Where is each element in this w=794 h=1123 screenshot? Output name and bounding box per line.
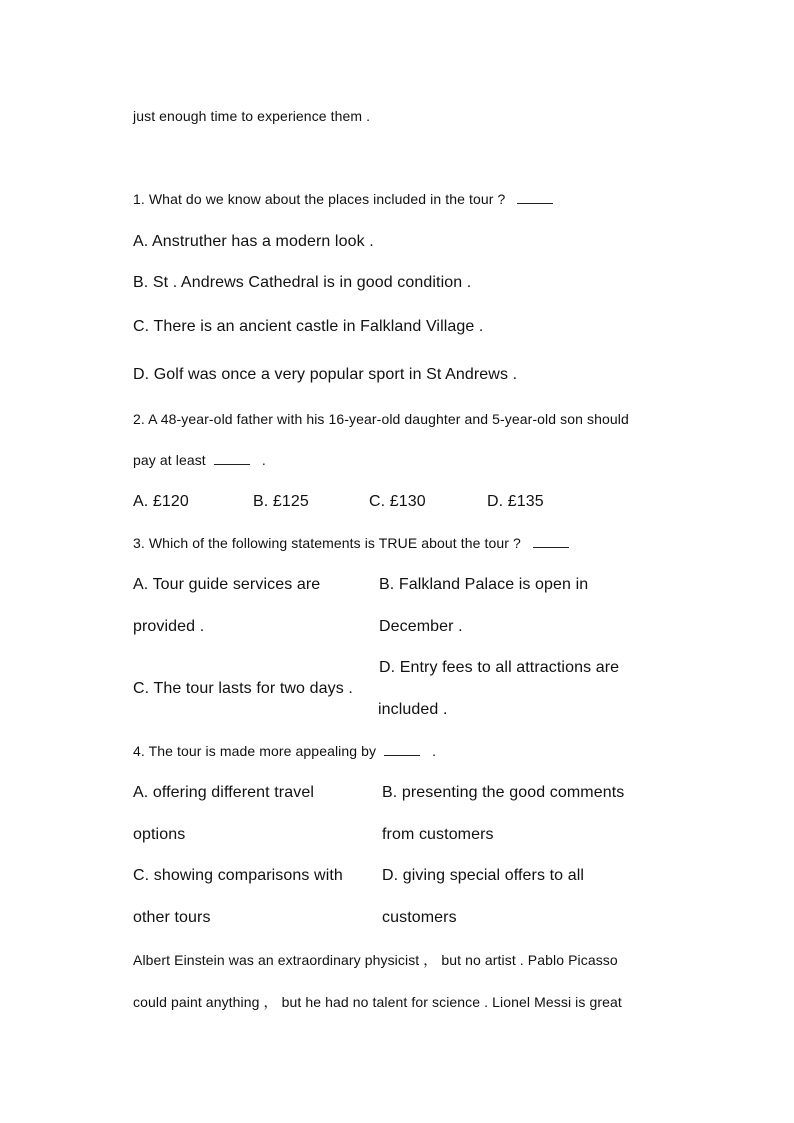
q4-option-c-line1: C. showing comparisons with (133, 867, 343, 884)
q4-option-d-line2: customers (382, 909, 457, 926)
q2-option-b: B. £125 (253, 493, 309, 510)
question-2-end: . (261, 452, 266, 468)
question-4-prompt (133, 743, 436, 759)
question-3-prompt (133, 535, 569, 551)
q3-option-d-line2: included . (378, 701, 448, 718)
answer-blank (214, 452, 250, 465)
q1-option-b: B. St . Andrews Cathedral is in good condition . (133, 274, 472, 291)
q2-option-d: D. £135 (487, 493, 544, 510)
q2-option-c: C. £130 (369, 493, 426, 510)
question-1-text: 1. What do we know about the places included in the tour ? (133, 191, 506, 207)
q4-option-b-line2: from customers (382, 826, 494, 843)
q3-option-d-line1: D. Entry fees to all attractions are (379, 659, 620, 676)
intro-tail: just enough time to experience them . (133, 108, 371, 124)
q3-option-b-line1: B. Falkland Palace is open in (379, 576, 589, 593)
q1-option-d: D. Golf was once a very popular sport in St Andrews . (133, 366, 518, 383)
answer-blank (517, 191, 553, 204)
question-3-text: 3. Which of the following statements is TRUE about the tour ? (133, 535, 521, 551)
q3-option-b-line2: December . (379, 618, 463, 635)
question-2-prompt-line1: 2. A 48-year-old father with his 16-year-old daughter and 5-year-old son should (133, 411, 629, 427)
q4-option-b-line1: B. presenting the good comments (382, 784, 625, 801)
passage-line-1: Albert Einstein was an extraordinary physicist ， but no artist . Pablo Picasso (133, 952, 618, 968)
q3-option-a-line1: A. Tour guide services are (133, 576, 321, 593)
question-2-text: pay at least (133, 452, 206, 468)
answer-blank (384, 743, 420, 756)
q1-option-a: A. Anstruther has a modern look . (133, 233, 374, 250)
q1-option-c: C. There is an ancient castle in Falkland Village . (133, 318, 484, 335)
q3-option-c: C. The tour lasts for two days . (133, 680, 353, 697)
q4-option-a-line2: options (133, 826, 186, 843)
question-4-text: 4. The tour is made more appealing by (133, 743, 377, 759)
answer-blank (533, 535, 569, 548)
q4-option-d-line1: D. giving special offers to all (382, 867, 585, 884)
q4-option-a-line1: A. offering different travel (133, 784, 314, 801)
passage-line-2: could paint anything ， but he had no talent for science . Lionel Messi is great (133, 994, 622, 1010)
question-4-end: . (432, 743, 437, 759)
question-2-prompt-line2 (133, 452, 266, 468)
q2-option-a: A. £120 (133, 493, 189, 510)
question-1-prompt (133, 191, 553, 207)
q4-option-c-line2: other tours (133, 909, 211, 926)
q3-option-a-line2: provided . (133, 618, 205, 635)
